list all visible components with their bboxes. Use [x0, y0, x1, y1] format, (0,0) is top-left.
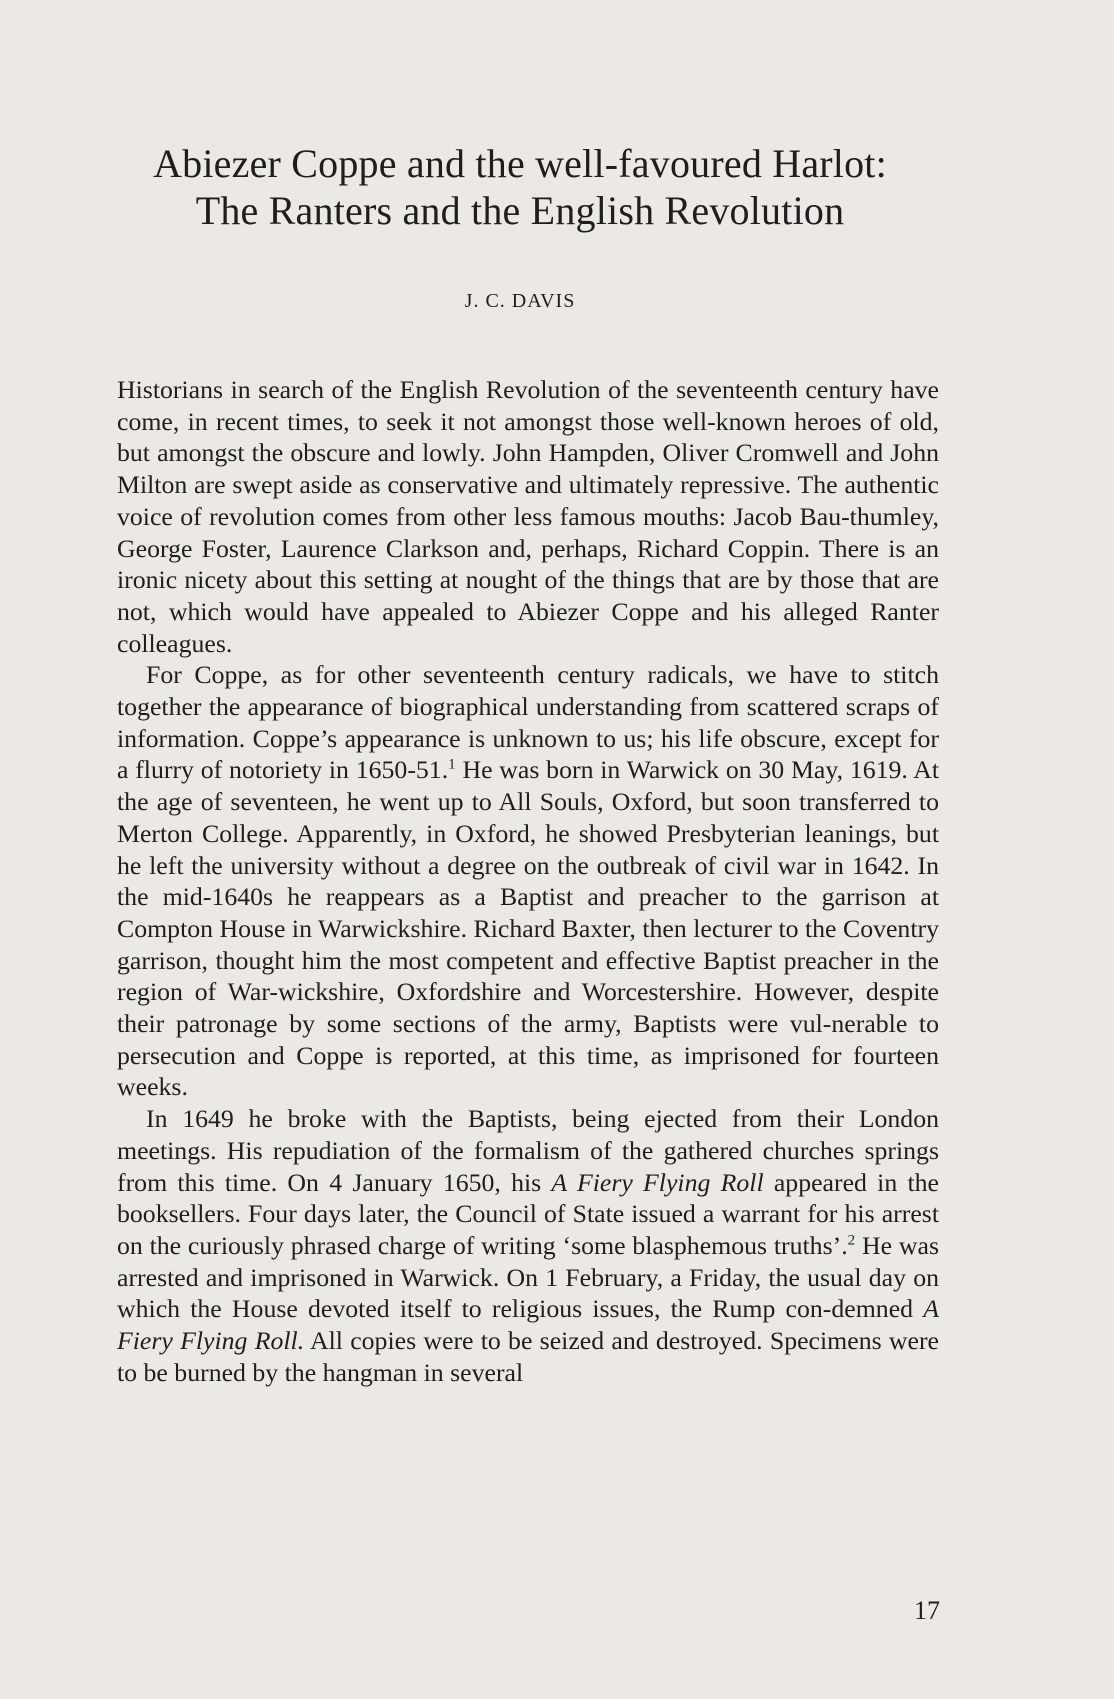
- article-title-line-2: The Ranters and the English Revolution: [195, 188, 845, 233]
- paragraph-1: Historians in search of the English Revolution of the seventeenth century have come, in recent times, to seek it not amongst those well-known heroes of old, but amongst the obscure and lowly. John Hampden, Oliver Cromwell and John Milton are swept aside as conservative and ultimately repressive. The authentic voice of revolution comes from other less famous mouths: Jacob Bau-thumley, George Foster, Laurence Clarkson and, perhaps, Richard Coppin. There is an ironic nicety about this setting at nought of the things that are by those that are not, which would have appealed to Abiezer Coppe and his alleged Ranter colleagues.: [117, 375, 939, 658]
- book-title-italic-2: A Fiery Flying Roll.: [117, 1294, 939, 1356]
- article-title-line-1: Abiezer Coppe and the well-favoured Harlot:: [153, 141, 887, 186]
- paragraph-3-text-c: He was arrested and imprisoned in Warwick. On 1 February, a Friday, the usual day on which the House devoted itself to religious issues, the Rump con-demned: [117, 1230, 939, 1324]
- footnote-ref-1: 1: [448, 756, 456, 773]
- paragraph-3: [117, 1103, 939, 1388]
- paragraph-3-text-b: appeared in the booksellers. Four days later, the Council of State issued a warrant for his arrest on the curiously phrased charge of writing ‘some blasphemous truths’.: [117, 1167, 940, 1260]
- article-title: [110, 140, 930, 234]
- paragraph-3-text-d: All copies were to be seized and destroyed. Specimens were to be burned by the hangman in several: [117, 1326, 939, 1387]
- book-title-italic: A Fiery Flying Roll: [551, 1167, 764, 1197]
- paragraph-3-text-a: In 1649 he broke with the Baptists, being ejected from their London meetings. His repudiation of the formalism of the gathered churches springs from this time. On 4 January 1650, his: [117, 1104, 939, 1197]
- paragraph-2-text-a: For Coppe, as for other seventeenth century radicals, we have to stitch together the appearance of biographical understanding from scattered scraps of information. Coppe’s appearance is unknown to us; his life obscure, except for a flurry of notoriety in 1650-51.: [117, 660, 939, 785]
- paragraph-2-text-b: He was born in Warwick on 30 May, 1619. At the age of seventeen, he went up to All Souls, Oxford, but soon transferred to Merton College. Apparently, in Oxford, he showed Presbyterian leanings, but he left the university without a degree on the outbreak of civil war in 1642. In the mid-1640s he reappears as a Baptist and preacher to the garrison at Compton House in Warwickshire. Richard Baxter, then lecturer to the Coventry garrison, thought him the most competent and effective Baptist preacher in the region of War-wickshire, Oxfordshire and Worcestershire. However, despite their patronage by some sections of the army, Baptists were vul-nerable to persecution and Coppe is reported, at this time, as imprisoned for fourteen weeks.: [117, 755, 939, 1102]
- author-name: J. C. DAVIS: [464, 290, 576, 312]
- footnote-ref-2: 2: [847, 1232, 856, 1249]
- article-body: [117, 374, 939, 1389]
- page-number: 17: [914, 1596, 940, 1625]
- paragraph-2: [117, 659, 939, 1103]
